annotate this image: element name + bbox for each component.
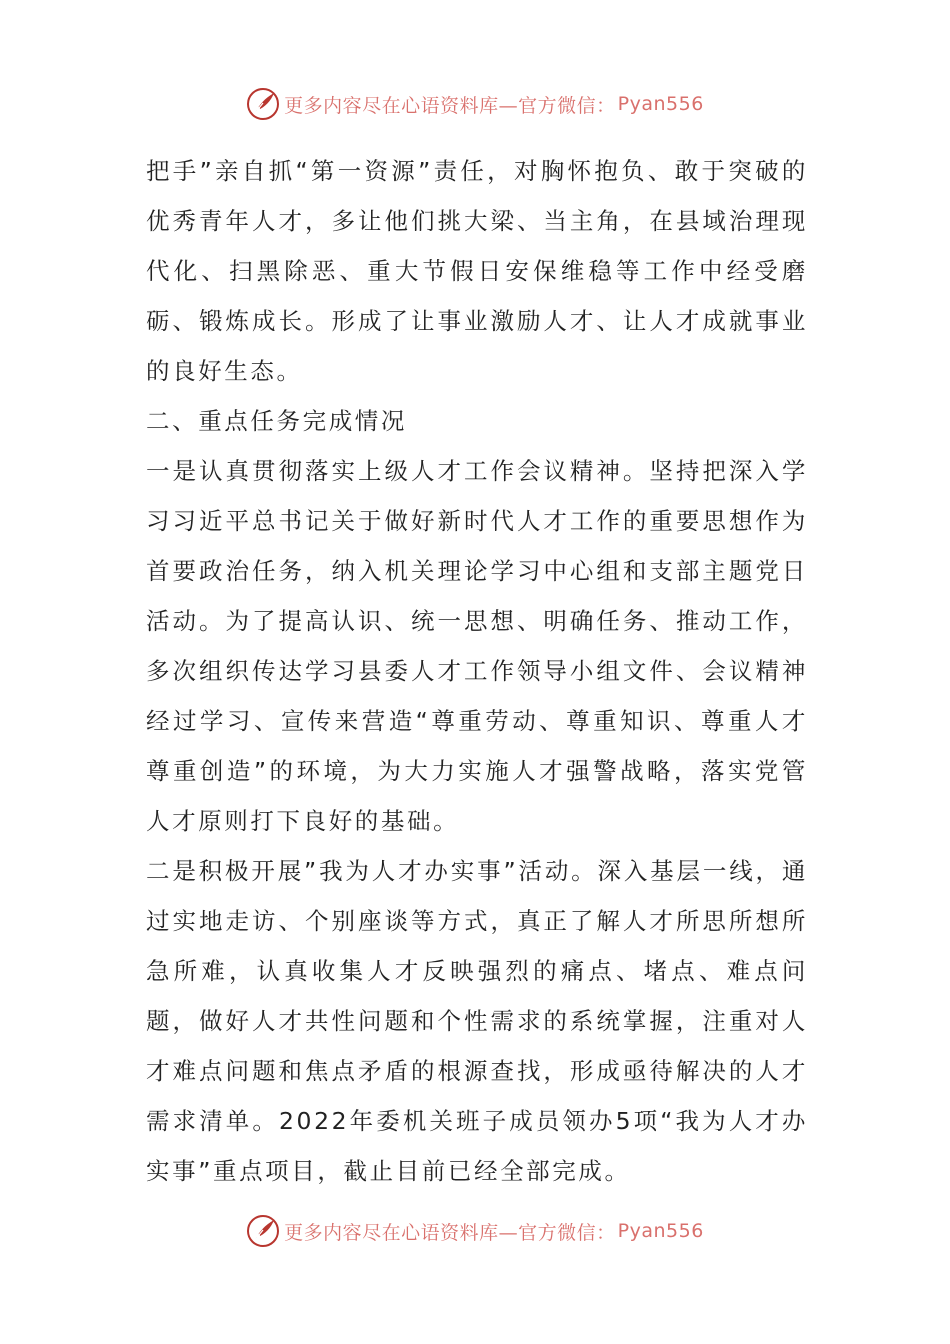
quill-logo-icon — [246, 87, 280, 121]
paragraph-task-one: 一是认真贯彻落实上级人才工作会议精神。坚持把深入学习习近平总书记关于做好新时代人才工作的重要思想作为首要政治任务，纳入机关理论学习中心组和支部主题党日活动。为了提高认识、统一思想、明确任务、推动工作，多次组织传达学习县委人才工作领导小组文件、会议精神经过学习、宣传来营造“尊重劳动、尊重知识、尊重人才尊重创造”的环境，为大力实施人才强警战略，落实党管人才原则打下良好的基础。 — [146, 457, 808, 835]
watermark-wechat-id: Pyan556 — [617, 1220, 704, 1242]
watermark-text: 更多内容尽在心语资料库—官方微信： — [284, 94, 616, 117]
section-heading: 二、重点任务完成情况 — [146, 407, 407, 435]
paragraph-continuation: 把手”亲自抓“第一资源”责任，对胸怀抱负、敢于突破的优秀青年人才，多让他们挑大梁、当主角，在县域治理现代化、扫黑除恶、重大节假日安保维稳等工作中经受磨砺、锻炼成长。形成了让事业激励人才、让人才成就事业的良好生态。 — [146, 157, 808, 385]
watermark-wechat-id: Pyan556 — [617, 93, 704, 115]
document-body — [146, 146, 808, 1196]
quill-logo-icon — [246, 1214, 280, 1248]
footer-watermark — [0, 1211, 950, 1251]
header-watermark — [0, 84, 950, 124]
watermark-text: 更多内容尽在心语资料库—官方微信： — [284, 1221, 616, 1244]
paragraph-task-two: 二是积极开展”我为人才办实事”活动。深入基层一线，通过实地走访、个别座谈等方式，真正了解人才所思所想所急所难，认真收集人才反映强烈的痛点、堵点、难点问题，做好人才共性问题和个性需求的系统掌握，注重对人才难点问题和焦点矛盾的根源查找，形成亟待解决的人才需求清单。2022年委机关班子成员领办5项“我为人才办实事”重点项目，截止目前已经全部完成。 — [146, 857, 808, 1185]
